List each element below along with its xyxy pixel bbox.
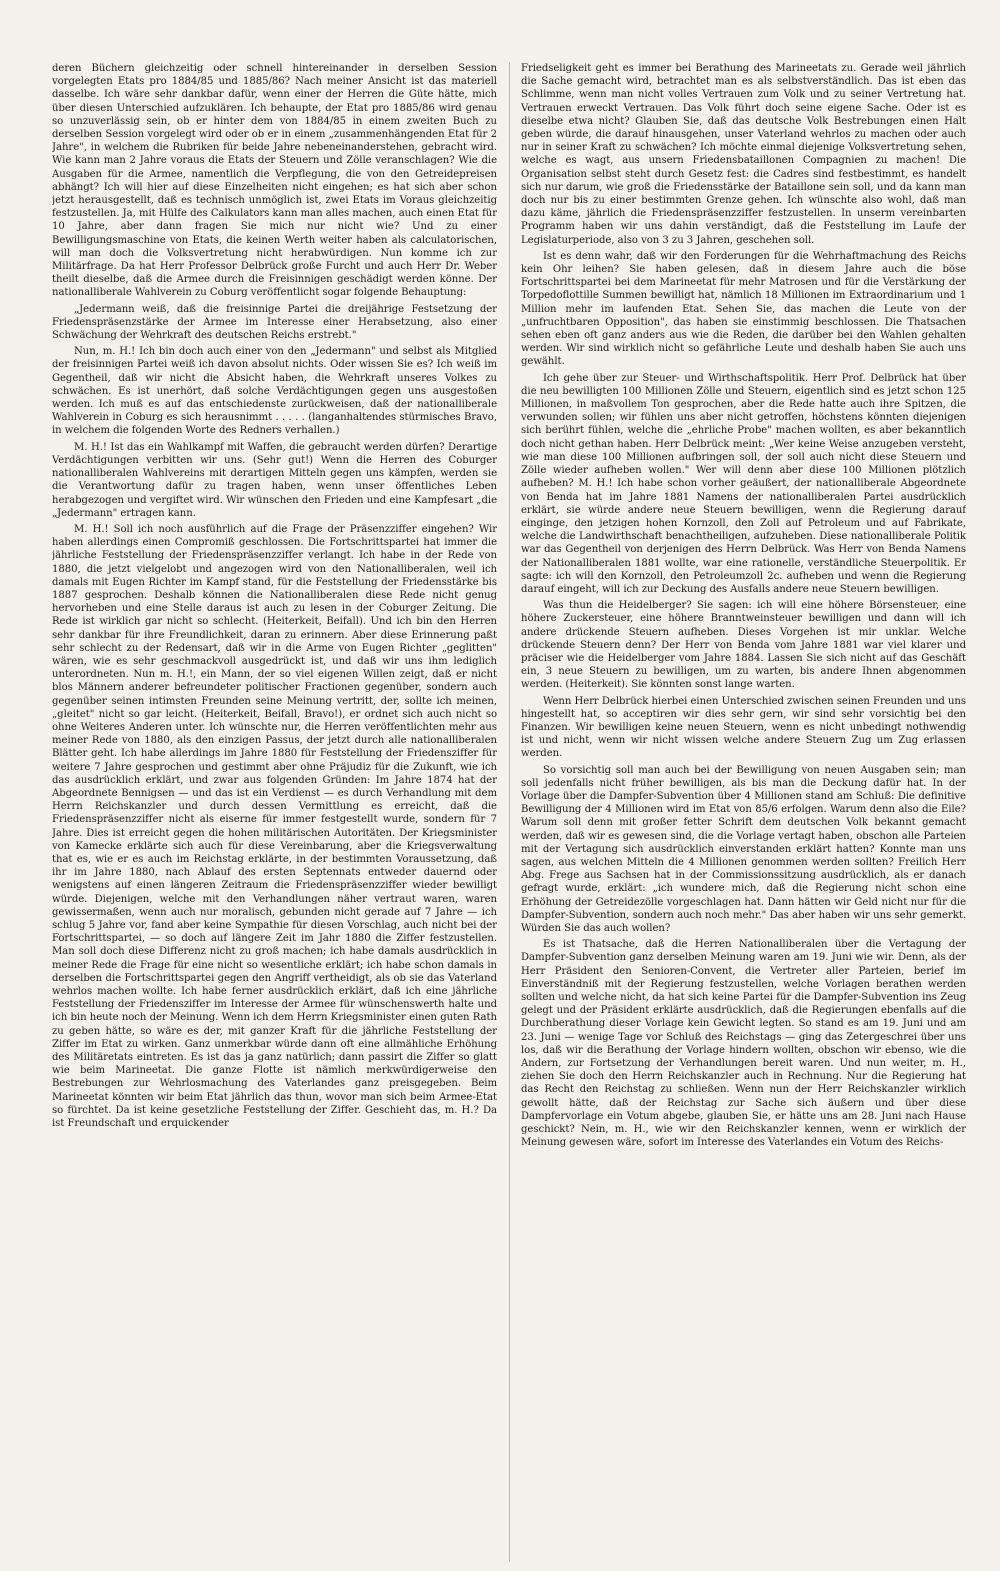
left-column [52, 62, 497, 1562]
paragraph: Nun, m. H.! Ich bin doch auch einer von den „Jedermann" und selbst als Mitglied der freisinnigen Partei weiß ich davon absolut nichts. Oder wissen Sie es? Ich weiß im Gegentheil, daß wir nicht die Absicht haben, die Wehrkraft unseres Volkes zu schwächen. Es ist unerhört, daß solche Verdächtigungen gegen uns ausgestoßen werden. Ich muß es auf das entschiedenste zurückweisen, daß der nationalliberale Wahlverein in Coburg es sich herausnimmt . . . . . (langanhaltendes stürmisches Bravo, in welchem die folgenden Worte des Redners verhallen.) [52, 346, 497, 437]
column-divider [509, 62, 510, 1562]
text-columns [52, 62, 966, 1562]
paragraph: M. H.! Soll ich noch ausführlich auf die Frage der Präsenzziffer eingehen? Wir haben allerdings einen Compromiß geschlossen. Die Fortschrittspartei hat immer die jährliche Feststellung der Friedenspräsenzziffer verlangt. Ich habe in der Rede von 1880, die jetzt vielgelobt und angezogen wird von den Nationalliberalen, weil ich damals mit Eugen Richter im Kampf stand, für die Feststellung der Friedensstärke bis 1887 gesprochen. Deshalb können die Nationalliberalen diese Rede nicht genug hervorheben und eine Stelle daraus ist auch zu lesen in der Coburger Zeitung. Die Rede ist wirklich gar nicht so schlecht. (Heiterkeit, Beifall). Und ich bin den Herren sehr dankbar für ihre Freundlichkeit, daran zu erinnern. Aber diese Erinnerung paßt sehr schlecht zu der Redensart, daß wir in die Arme von Eugen Richter „geglitten" wären, wie es sehr geschmackvoll ausgedrückt ist, und daß wir uns ihm lediglich unterordneten. Nun m. H.!, ein Mann, der so viel eigenen Willen zeigt, daß er nicht blos Männern anderer befreundeter politischer Fractionen gegenüber, sondern auch gegenüber seinen intimsten Freunden seine Meinung vertritt, der, sollte ich meinen, „gleitet" nicht so gar leicht. (Heiterkeit, Beifall, Bravo!), er ordnet sich auch nicht so ohne Weiteres Anderen unter. Ich wünschte nur, die Herren veröffentlichten mehr aus meiner Rede von 1880, als den einzigen Passus, der jetzt durch alle nationalliberalen Blätter geht. Ich habe allerdings im Jahre 1880 für Feststellung der Friedensziffer für weitere 7 Jahre gesprochen und gestimmt aber ohne Präjudiz für die Zukunft, wie ich das ausdrücklich erklärt, und zwar aus folgenden Gründen: Im Jahre 1874 hat der Abgeordnete Bennigsen — und das ist ein Verdienst — es durch Verhandlung mit dem Herrn Reichskanzler und durch dessen Vermittlung es erreicht, daß die Friedenspräsenzziffer nicht als eiserne für immer festgestellt wurde, sondern für 7 Jahre. Dies ist erreicht gegen die hohen militärischen Autoritäten. Der Kriegsminister von Kamecke erklärte sich auch für diese Vereinbarung, aber die Kriegsverwaltung that es, wie er es auch im Reichstag erklärte, in der bestimmten Voraussetzung, daß ihr im Jahre 1880, nach Ablauf des ersten Septennats entweder dauernd oder wenigstens auf einen längeren Zeitraum die Friedenspräsenzziffer wieder bewilligt würde. Diejenigen, welche mit den Verhandlungen näher vertraut waren, waren gewissermaßen, wenn auch nur moralisch, gebunden nicht gerade auf 7 Jahre — ich schlug 5 Jahre vor, fand aber keine Sympathie für diesen Vorschlag, auch nicht bei der Fortschrittspartei, — so doch auf längere Zeit im Jahr 1880 die Ziffer festzustellen. Man soll doch diese Differenz nicht zu groß machen; ich habe damals ausdrücklich in meiner Rede die Frage für eine nicht so wesentliche erklärt; ich habe schon damals in derselben die Fortschrittspartei gegen den Angriff vertheidigt, als ob sie das Vaterland wehrlos machen wollte. Ich habe ferner ausdrücklich erklärt, daß ich eine jährliche Feststellung der Friedensziffer im Interesse der Armee für wünschenswerth halte und ich bin heute noch der Meinung. Wenn ich dem Herrn Kriegsminister einen guten Rath zu geben hätte, so wäre es der, mit ganzer Kraft für die jährliche Feststellung der Ziffer im Etat zu wirken. Ganz unmerkbar würde dann oft eine allmähliche Erhöhung des Militäretats eintreten. Es ist das ja ganz natürlich; dann passirt die Ziffer so glatt wie beim Marineetat. Die ganze Flotte ist nämlich merkwürdigerweise den Bestrebungen zur Wehrlosmachung des Vaterlandes ganz preisgegeben. Beim Marineetat könnten wir beim Etat jährlich das thun, wovor man sich beim Armee-Etat so fürchtet. Da ist keine gesetzliche Feststellung der Ziffer. Geschieht das, m. H.? Da ist Freundschaft und erquickender [52, 523, 497, 1130]
paragraph: M. H.! Ist das ein Wahlkampf mit Waffen, die gebraucht werden dürfen? Derartige Verdächtigungen verbitten wir uns. (Sehr gut!) Wenn die Herren des Coburger nationalliberalen Wahlvereins mit derartigen Mitteln gegen uns kämpfen, werden sie die Verantwortung dafür zu tragen haben, wenn unser öffentliches Leben herabgezogen und vergiftet wird. Wir wünschen den Frieden und eine Kampfesart „die „Jedermann" ertragen kann. [52, 441, 497, 519]
paragraph: Ich gehe über zur Steuer- und Wirthschaftspolitik. Herr Prof. Delbrück hat über die neu bewilligten 100 Millionen Zölle und Steuern, eigentlich sind es jetzt schon 125 Millionen, in maßvollem Ton gesprochen, aber die Rede hatte auch ihre Spitzen, die verwunden sollen; wir fühlen uns aber nicht getroffen, höchstens könnten diejenigen sich berührt fühlen, welche die „ehrliche Probe" machen wollten, es aber bekanntlich doch nicht gethan haben. Herr Delbrück meint: „Wer keine Weise anzugeben versteht, wie man diese 100 Millionen aufbringen soll, der soll auch nicht diese Steuern und Zölle wieder aufheben wollen." Wer will denn aber diese 100 Millionen plötzlich aufheben? M. H.! Ich habe schon vorher geäußert, der nationalliberale Abgeordnete von Benda hat im Jahre 1881 Namens der nationalliberalen Partei ausdrücklich erklärt, sie würde andere neue Steuern bewilligen, wenn die Regierung darauf einginge, den jetzigen hohen Kornzoll, den Zoll auf Petroleum und auf Fabrikate, welche die Landwirthschaft benachtheiligen, aufzuheben. Diese nationalliberale Politik war das Gegentheil von derjenigen des Herrn Delbrück. Was Herr von Benda Namens der Nationalliberalen 1881 wollte, war eine rationelle, verständliche Steuerpolitik. Er sagte: ich will den Kornzoll, den Petroleumzoll 2c. aufheben und wenn die Regierung darauf eingeht, will ich zur Deckung des Ausfalls andere neue Steuern bewilligen. [521, 372, 966, 595]
paragraph: Wenn Herr Delbrück hierbei einen Unterschied zwischen seinen Freunden und uns hingestellt hat, so acceptiren wir dies sehr gern, wir sind sehr vorsichtig bei den Finanzen. Wir bewilligen keine neuen Steuern, wenn es nicht unbedingt nothwendig ist und nicht, wenn wir nicht wissen welche andere Steuern Zug um Zug erlassen werden. [521, 695, 966, 760]
paragraph: Es ist Thatsache, daß die Herren Nationalliberalen über die Vertagung der Dampfer-Subvention ganz derselben Meinung waren am 19. Juni wie wir. Denn, als der Herr Präsident den Senioren-Convent, die Vertreter aller Parteien, berief im Einverständniß mit der Regierung festzustellen, welche Vorlagen berathen werden sollten und welche nicht, da hat sich keine Partei für die Dampfer-Subvention ins Zeug gelegt und der Präsident erklärte ausdrücklich, daß die Regierungen ebenfalls auf die Durchberathung dieser Vorlage kein Gewicht legten. So stand es am 19. Juni und am 23. Juni — wenige Tage vor Schluß des Reichstags — ging das Zetergeschrei über uns los, daß wir die Berathung der Vorlage hindern wollten, obschon wir ebenso, wie die Andern, zur Fortsetzung der Verhandlungen bereit waren. Und nun weiter, m. H., ziehen Sie doch den Herrn Reichskanzler auch in Rechnung. Nur die Regierung hat das Recht den Reichstag zu schließen. Wenn nun der Herr Reichskanzler wirklich gewollt hätte, daß der Reichstag zur Sache sich äußern und über diese Dampfervorlage ein Votum abgebe, glauben Sie, er hätte uns am 28. Juni nach Hause geschickt? Nein, m. H., wie wir den Reichskanzler kennen, wenn er wirklich der Meinung gewesen wäre, sofort im Interesse des Vaterlandes ein Votum des Reichs- [521, 939, 966, 1149]
quote-paragraph: „Jedermann weiß, daß die freisinnige Partei die dreijährige Festsetzung der Friedenspräsenzstärke der Armee im Interesse einer Herabsetzung, also einer Schwächung der Wehrkraft des deutschen Reichs erstrebt." [52, 303, 497, 342]
paragraph: Friedseligkeit geht es immer bei Berathung des Marineetats zu. Gerade weil jährlich die Sache gemacht wird, betrachtet man es als selbstverständlich. Das ist eben das Schlimme, wenn man nicht volles Vertrauen zum Volk und zu seiner Vertretung hat. Vertrauen erweckt Vertrauen. Das Volk führt doch seine eigene Sache. Oder ist es dieselbe etwa nicht? Glauben Sie, daß das deutsche Volk Bestrebungen einen Halt geben würde, die darauf hinausgehen, unser Vaterland wehrlos zu machen oder auch nur in seiner Kraft zu schwächen? Ich möchte einmal diejenige Volksvertretung sehen, welche es wagt, aus unsern Friedensbataillonen Compagnien zu machen! Die Organisation selbst steht durch Gesetz fest: die Cadres sind festbestimmt, es handelt sich nur darum, wie groß die Friedensstärke der Bataillone sein soll, und da kann man doch nur bis zu einer bestimmten Grenze gehen. Ich wünschte also wohl, daß man dazu käme, jährlich die Friedenspräsenzziffer festzustellen. In unserm vereinbarten Programm haben wir uns dahin verständigt, daß die Feststellung im Laufe der Legislaturperiode, also von 3 zu 3 Jahren, geschehen soll. [521, 63, 966, 246]
paragraph: Ist es denn wahr, daß wir den Forderungen für die Wehrhaftmachung des Reichs kein Ohr leihen? Sie haben gelesen, daß in diesem Jahre auch die böse Fortschrittspartei bei dem Marineetat für mehr Matrosen und für die Verstärkung der Torpedoflottille Summen bewilligt hat, nämlich 18 Millionen im Extraordinarium und 1 Million mehr im laufenden Etat. Sehen Sie, das machen die Leute von der „unfruchtbaren Opposition", das haben sie einstimmig beschlossen. Die Thatsachen sehen eben oft ganz anders aus wie die Reden, die darüber bei den Wahlen gehalten werden. Wir sind wirklich nicht so gefährliche Leute und deshalb haben Sie auch uns gewählt. [521, 250, 966, 368]
paragraph: So vorsichtig soll man auch bei der Bewilligung von neuen Ausgaben sein; man soll jedenfalls nicht früher bewilligen, als bis man die Deckung dafür hat. In der Vorlage über die Dampfer-Subvention über 4 Millionen stand am Schluß: Die definitive Bewilligung der 4 Millionen wird im Etat von 85/6 erfolgen. Warum denn also die Eile? Warum soll denn mit großer fetter Schrift dem deutschen Volk bekannt gemacht werden, daß wir es gewesen sind, die die Vorlage vertagt haben, obschon alle Parteien mit der Vertagung sich ausdrücklich einverstanden erklärt hatten? Konnte man uns sagen, aus welchen Mitteln die 4 Millionen genommen werden sollten? Freilich Herr Abg. Frege aus Sachsen hat in der Commissionssitzung ausdrücklich, als er danach gefragt wurde, erklärt: „ich wundere mich, daß die Regierung nicht schon eine Erhöhung der Getreidezölle vorgeschlagen hat. Dann hätten wir Geld nicht nur für die Dampfer-Subvention, sondern auch noch mehr." Das aber haben wir uns sehr gemerkt. Würden Sie das auch wollen? [521, 764, 966, 934]
right-column [521, 62, 966, 1562]
paragraph: Was thun die Heidelberger? Sie sagen: ich will eine höhere Börsensteuer, eine höhere Zuckersteuer, eine höhere Branntweinsteuer bewilligen und dann will ich andere drückende Steuern aufheben. Dieses Vorgehen ist mir unklar. Welche drückende Steuern denn? Der Herr von Benda vom Jahre 1881 war viel klarer und präciser wie die Heidelberger vom Jahre 1884. Lassen Sie sich nicht auf das Geschäft ein, 3 neue Steuern zu bewilligen, um zu warten, bis andere Ihnen abgenommen werden. (Heiterkeit). Sie könnten sonst lange warten. [521, 600, 966, 691]
paragraph: deren Büchern gleichzeitig oder schnell hintereinander in derselben Session vorgelegten Etats pro 1884/85 und 1885/86? Nach meiner Ansicht ist das materiell dasselbe. Ich wäre sehr dankbar dafür, wenn einer der Herren die Güte hätte, mich über diesen Unterschied aufzuklären. Ich behaupte, der Etat pro 1885/86 wird genau so unzuverlässig sein, ob er hinter dem von 1884/85 in einem zweiten Buch zu derselben Session vorgelegt wird oder ob er in einem „zusammenhängenden Etat für 2 Jahre", in welchem die Rubriken für beide Jahre nebeneinanderstehen, gebracht wird. Wie kann man 2 Jahre voraus die Etats der Steuern und Zölle veranschlagen? Wie die Ausgaben für die Armee, namentlich die Verpflegung, die von den Getreidepreisen abhängt? Ich will hier auf diese Einzelheiten nicht eingehen; es hat sich aber schon jetzt herausgestellt, daß es technisch unmöglich ist, zwei Etats im Voraus gleichzeitig festzustellen. Ja, mit Hülfe des Calkulators kann man alles machen, auch einen Etat für 10 Jahre, aber dann fragen Sie mich nur nicht wie? Und zu einer Bewilligungsmaschine von Etats, die keinen Werth weiter haben als calculatorischen, will man doch die Volksvertretung nicht herabwürdigen. Nun komme ich zur Militärfrage. Da hat Herr Professor Delbrück große Furcht und auch Herr Dr. Weber theilt dieselbe, daß die Armee durch die Freisinnigen geschädigt werden könne. Der nationalliberale Wahlverein zu Coburg veröffentlicht sogar folgende Behauptung: [52, 63, 497, 299]
